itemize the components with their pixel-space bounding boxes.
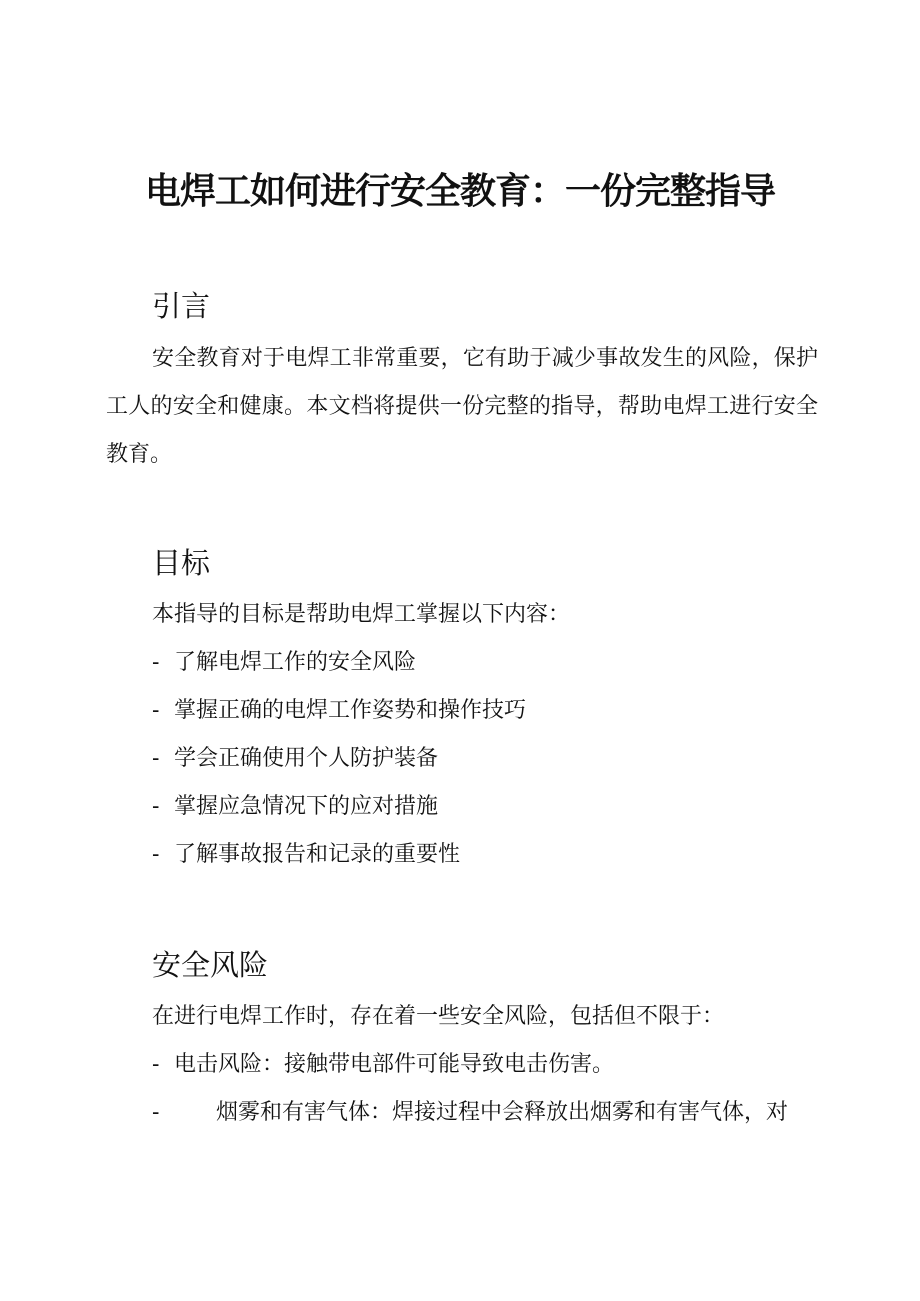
risk-list-item — [152, 1096, 820, 1130]
goal-list-item — [152, 694, 526, 728]
goal-list-item — [152, 742, 438, 776]
list-dash: - — [152, 1052, 160, 1077]
risk-item-text: 电击风险：接触带电部件可能导致电击伤害。 — [174, 1052, 615, 1077]
goal-item-text: 掌握正确的电焊工作姿势和操作技巧 — [174, 698, 527, 723]
goal-item-text: 掌握应急情况下的应对措施 — [174, 794, 439, 819]
list-dash: - — [152, 794, 160, 819]
goal-list-item — [152, 790, 438, 824]
goal-list-item — [152, 838, 460, 872]
goal-list-item — [152, 646, 416, 680]
section-heading-goals: 目标 — [152, 546, 211, 580]
section-heading-risks: 安全风险 — [152, 948, 269, 982]
intro-paragraph: 安全教育对于电焊工非常重要，它有助于减少事故发生的风险，保护工人的安全和健康。本文档将提供一份完整的指导，帮助电焊工进行安全教育。 — [106, 346, 818, 467]
risk-list-item — [152, 1048, 614, 1082]
list-dash: - — [152, 746, 160, 771]
risk-item-text: 烟雾和有害气体：焊接过程中会释放出烟雾和有害气体，对 — [216, 1100, 789, 1125]
goals-lead-text: 本指导的目标是帮助电焊工掌握以下内容： — [152, 602, 571, 627]
document-title: 电焊工如何进行安全教育：一份完整指导 — [144, 171, 775, 212]
section-heading-intro: 引言 — [152, 289, 211, 323]
list-dash: - — [152, 1100, 160, 1125]
list-dash: - — [152, 842, 160, 867]
list-dash: - — [152, 650, 160, 675]
list-dash: - — [152, 698, 160, 723]
risks-lead-text: 在进行电焊工作时，存在着一些安全风险，包括但不限于： — [152, 1004, 725, 1029]
goal-item-text: 学会正确使用个人防护装备 — [174, 746, 439, 771]
goal-item-text: 了解电焊工作的安全风险 — [174, 650, 417, 675]
goal-item-text: 了解事故报告和记录的重要性 — [174, 842, 461, 867]
